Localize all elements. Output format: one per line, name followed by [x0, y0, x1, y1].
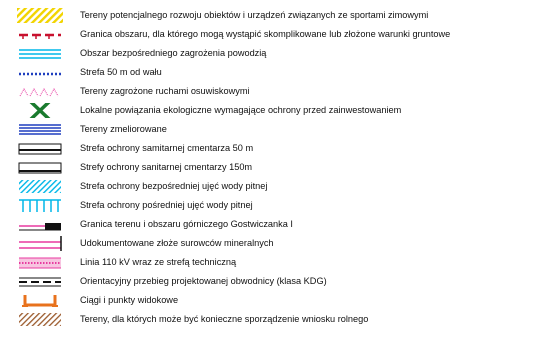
legend-label: Obszar bezpośredniego zagrożenia powodzią: [80, 48, 267, 58]
drained-land-icon: [17, 122, 63, 137]
legend-label: Orientacyjny przebieg projektowanej obwodnicy (klasa KDG): [80, 276, 327, 286]
legend-label: Strefa ochrony pośredniej ujęć wody pitnej: [80, 200, 253, 210]
legend-item: [0, 140, 538, 158]
agricultural-application-icon: [17, 312, 63, 327]
legend-item: [0, 7, 538, 25]
cemetery-50m-zone-icon: [17, 141, 63, 156]
legend-item: [0, 235, 538, 253]
legend-item: [0, 159, 538, 177]
legend-item: [0, 311, 538, 329]
legend-label: Linia 110 kV wraz ze strefą techniczną: [80, 257, 237, 267]
landslide-area-icon: [17, 84, 63, 99]
mining-area-boundary-icon: [17, 217, 63, 232]
indirect-water-intake-zone-icon: [17, 198, 63, 213]
winter-sports-hatch-icon: [17, 8, 63, 23]
embankment-zone-icon: [17, 65, 63, 80]
scenic-viewpoint-icon: [17, 293, 63, 308]
legend-label: Granica terenu i obszaru górniczego Gostwiczanka I: [80, 219, 293, 229]
legend-item: [0, 273, 538, 291]
legend-label: Strefa ochrony samitarnej cmentarza 50 m: [80, 143, 254, 153]
legend-item: [0, 292, 538, 310]
legend-label: Tereny, dla których może być konieczne sporządzenie wniosku rolnego: [80, 314, 369, 324]
legend-label: Strefa ochrony bezpośredniej ujęć wody pitnej: [80, 181, 268, 191]
flood-risk-area-icon: [17, 46, 63, 61]
legend-item: [0, 64, 538, 82]
legend-label: Tereny zmeliorowane: [80, 124, 167, 134]
legend-label: Tereny potencjalnego rozwoju obiektów i urządzeń związanych ze sportami zimowymi: [80, 10, 429, 20]
legend-label: Ciągi i punkty widokowe: [80, 295, 179, 305]
legend-item: [0, 45, 538, 63]
mineral-deposit-icon: [17, 236, 63, 251]
cemetery-150m-zone-icon: [17, 160, 63, 175]
legend-label: Tereny zagrożone ruchami osuwiskowymi: [80, 86, 250, 96]
legend-label: Granica obszaru, dla którego mogą wystąpić skomplikowane lub złożone warunki gruntowe: [80, 29, 451, 39]
legend-item: [0, 102, 538, 120]
legend-label: Udokumentowane złoże surowców mineralnych: [80, 238, 274, 248]
legend-item: [0, 26, 538, 44]
legend-item: [0, 178, 538, 196]
legend-label: Lokalne powiązania ekologiczne wymagające ochrony przed zainwestowaniem: [80, 105, 402, 115]
legend-item: [0, 197, 538, 215]
power-line-110kv-icon: [17, 255, 63, 270]
complex-ground-boundary-icon: [17, 27, 63, 42]
legend-label: Strefy ochrony sanitarnej cmentarzy 150m: [80, 162, 253, 172]
legend-item: [0, 254, 538, 272]
legend-label: Strefa 50 m od wału: [80, 67, 162, 77]
bypass-route-icon: [17, 274, 63, 289]
ecological-link-icon: [17, 103, 63, 118]
direct-water-intake-zone-icon: [17, 179, 63, 194]
legend-item: [0, 121, 538, 139]
legend-item: [0, 83, 538, 101]
legend-item: [0, 216, 538, 234]
